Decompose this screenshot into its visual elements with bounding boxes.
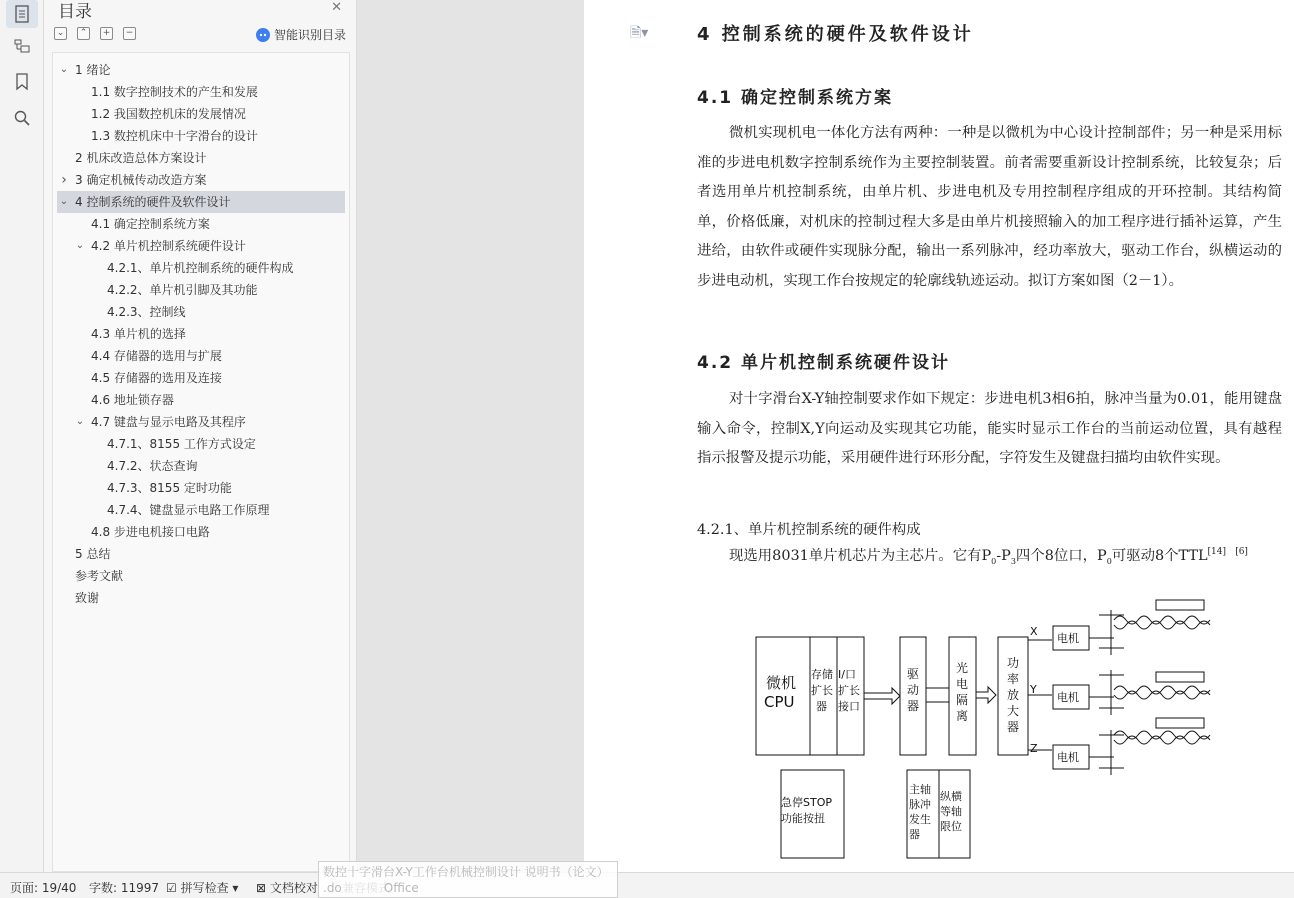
motor-z-label: 电机 bbox=[1057, 751, 1079, 764]
word-count[interactable]: 字数: 11997 bbox=[89, 881, 160, 895]
heading-4-1: 4.1 确定控制系统方案 bbox=[697, 88, 894, 108]
memory-label-3: 器 bbox=[816, 700, 827, 713]
tooltip-filename: 数控十字滑台X-Y工作台机械控制设计 说明书（论文） bbox=[323, 865, 609, 879]
motor-y-label: 电机 bbox=[1057, 691, 1079, 704]
collapse-all-button[interactable]: ⌃ bbox=[77, 27, 90, 40]
amp-label-4: 大 bbox=[1007, 704, 1020, 718]
io-label-3: 接口 bbox=[838, 700, 860, 713]
limit-label-2: 等轴 bbox=[940, 805, 962, 818]
driver-label-1: 驱 bbox=[907, 667, 920, 681]
toc-item-label: 4.2 单片机控制系统硬件设计 bbox=[91, 239, 246, 253]
toc-item-label: 4.7.1、8155 工作方式设定 bbox=[107, 437, 256, 451]
proofread-button[interactable]: ⊠ 文档校对 bbox=[256, 881, 318, 895]
toc-item[interactable] bbox=[57, 543, 345, 565]
smart-toc-button[interactable] bbox=[256, 26, 346, 43]
io-label-2: 扩长 bbox=[838, 684, 860, 697]
toc-item[interactable] bbox=[57, 125, 345, 147]
toc-item[interactable] bbox=[57, 103, 345, 125]
toc-item-label: 4.5 存储器的选用及连接 bbox=[91, 371, 222, 385]
axis-x-label: X bbox=[1030, 625, 1038, 638]
toc-item[interactable] bbox=[57, 477, 345, 499]
chevron-down-icon[interactable]: ⌄ bbox=[59, 64, 69, 75]
bookmark-icon[interactable] bbox=[6, 68, 38, 96]
toc-item-label: 致谢 bbox=[75, 591, 100, 605]
toc-item[interactable] bbox=[57, 191, 345, 213]
toc-item-label: 4.3 单片机的选择 bbox=[91, 327, 186, 341]
toc-item-label: 4.6 地址锁存器 bbox=[91, 393, 174, 407]
toc-item[interactable] bbox=[57, 257, 345, 279]
memory-label-1: 存储 bbox=[811, 668, 833, 681]
chevron-down-icon[interactable]: ⌄ bbox=[75, 416, 85, 427]
add-level-button[interactable]: + bbox=[100, 27, 113, 40]
toc-item-label: 4.7 键盘与显示电路及其程序 bbox=[91, 415, 246, 429]
axis-z-label: Z bbox=[1030, 742, 1038, 755]
driver-label-3: 器 bbox=[907, 699, 920, 713]
heading-chapter-4: 4 控制系统的硬件及软件设计 bbox=[697, 24, 974, 45]
toc-toolbar bbox=[54, 27, 136, 40]
toc-item[interactable] bbox=[57, 235, 345, 257]
toc-item[interactable] bbox=[57, 389, 345, 411]
toc-item[interactable] bbox=[57, 521, 345, 543]
toc-item-label: 1 绪论 bbox=[75, 63, 111, 77]
toc-item[interactable] bbox=[57, 169, 345, 191]
toc-item[interactable] bbox=[57, 279, 345, 301]
toc-list bbox=[52, 52, 350, 872]
toc-item-label: 2 机床改造总体方案设计 bbox=[75, 151, 207, 165]
toc-item-label: 1.1 数字控制技术的产生和发展 bbox=[91, 85, 258, 99]
spell-check-button[interactable]: ☑ 拼写检查 ▾ bbox=[166, 881, 239, 895]
workspace-background bbox=[357, 0, 584, 872]
paragraph-4-1: 微机实现机电一体化方法有两种：一种是以微机为中心设计控制部件；另一种是采用标准的步进电机数字控制系统作为主要控制装置。前者需要重新设计控制系统，比较复杂；后者选用单片机控制系统，由单片机、步进电机及专用控制程序组成的开环控制。其结构简单，价格低廉，对机床的控制过程大多是由单片机接照输入的加工程序进行插补运算，产生进给，由软件或硬件实现脉分配，输出一系列脉冲，经功率放大，驱动工作台，纵横运动的步进电动机，实现工作台按规定的轮廓线轨迹运动。拟订方案如图（2－1）。 bbox=[697, 125, 1282, 289]
toc-item[interactable] bbox=[57, 433, 345, 455]
toc-item[interactable] bbox=[57, 345, 345, 367]
heading-4-2-1: 4.2.1、单片机控制系统的硬件构成 bbox=[697, 522, 921, 538]
opto-label-3: 隔 bbox=[956, 693, 969, 707]
toc-item-label: 4.7.4、键盘显示电路工作原理 bbox=[107, 503, 270, 517]
cpu-label-1: 微机 bbox=[766, 674, 797, 692]
spindle-label-1: 主轴 bbox=[909, 783, 931, 796]
file-tooltip bbox=[318, 861, 618, 898]
toc-item-label: 3 确定机械传动改造方案 bbox=[75, 173, 207, 187]
toc-item[interactable] bbox=[57, 213, 345, 235]
toc-item[interactable] bbox=[57, 367, 345, 389]
proofread-icon: ⊠ bbox=[256, 881, 267, 895]
heading-4-2: 4.2 单片机控制系统硬件设计 bbox=[697, 353, 951, 373]
amp-label-3: 放 bbox=[1007, 688, 1020, 702]
cpu-label-2: CPU bbox=[764, 693, 795, 711]
search-icon[interactable] bbox=[6, 104, 38, 132]
toc-item-label: 4.2.3、控制线 bbox=[107, 305, 186, 319]
toc-item[interactable] bbox=[57, 147, 345, 169]
sidebar-icon-strip bbox=[0, 0, 44, 872]
toc-item-label: 4.4 存储器的选用与扩展 bbox=[91, 349, 222, 363]
chevron-down-icon[interactable]: ⌄ bbox=[75, 240, 85, 251]
page-indicator[interactable]: 页面: 19/40 bbox=[10, 881, 77, 895]
toc-item-label: 4.2.2、单片机引脚及其功能 bbox=[107, 283, 258, 297]
paragraph-4-2-1: 现选用8031单片机芯片为主芯片。它有$P_0-P_3$四个8位口，$P_0$可驱动8个TTL[14] [6] bbox=[729, 547, 1248, 566]
estop-label-2: 功能按扭 bbox=[781, 812, 825, 825]
spindle-label-3: 发生 bbox=[909, 813, 931, 826]
io-label-1: I/口 bbox=[838, 668, 856, 681]
remove-level-button[interactable]: − bbox=[123, 27, 136, 40]
memory-label-2: 扩长 bbox=[811, 684, 833, 697]
navigation-tree-icon[interactable] bbox=[6, 32, 38, 60]
checkbox-icon: ☑ bbox=[166, 881, 177, 895]
toc-item-label: 4.7.2、状态查询 bbox=[107, 459, 198, 473]
toc-item[interactable] bbox=[57, 565, 345, 587]
toc-item[interactable] bbox=[57, 301, 345, 323]
expand-all-button[interactable]: ⌄ bbox=[54, 27, 67, 40]
toc-item-label: 1.2 我国数控机床的发展情况 bbox=[91, 107, 246, 121]
toc-item[interactable] bbox=[57, 499, 345, 521]
spindle-label-4: 器 bbox=[909, 828, 920, 841]
toc-panel bbox=[44, 0, 357, 872]
spindle-label-2: 脉冲 bbox=[909, 798, 931, 811]
tooltip-extension: .do Office bbox=[323, 881, 419, 895]
amp-label-1: 功 bbox=[1007, 656, 1020, 670]
estop-label-1: 急停STOP bbox=[781, 796, 832, 809]
toc-item-label: 参考文献 bbox=[75, 569, 124, 583]
chevron-right-icon[interactable]: › bbox=[61, 172, 67, 188]
toc-item[interactable] bbox=[57, 587, 345, 609]
opto-label-4: 离 bbox=[956, 709, 969, 723]
amp-label-2: 率 bbox=[1007, 672, 1020, 686]
toc-item[interactable] bbox=[57, 323, 345, 345]
amp-label-5: 器 bbox=[1007, 720, 1020, 734]
paragraph-4-2: 对十字滑台X-Y轴控制要求作如下规定：步进电机3相6拍，脉冲当量为0.01，能用键盘输入命令，控制X,Y向运动及实现其它功能，能实时显示工作台的当前运动位置，具有越程指示报警及提示功能，采用硬件进行环形分配，字符发生及键盘扫描均由软件实现。 bbox=[697, 391, 1282, 466]
toc-item[interactable] bbox=[57, 81, 345, 103]
driver-label-2: 动 bbox=[907, 683, 920, 697]
document-menu-icon[interactable]: 🗎▾ bbox=[630, 25, 649, 41]
toc-item[interactable] bbox=[57, 411, 345, 433]
toc-item-label: 4.1 确定控制系统方案 bbox=[91, 217, 210, 231]
ai-robot-icon bbox=[256, 28, 270, 42]
document-page bbox=[584, 0, 1294, 872]
toc-item-label: 4 控制系统的硬件及软件设计 bbox=[75, 195, 231, 209]
toc-item[interactable] bbox=[57, 59, 345, 81]
chevron-down-icon[interactable]: ⌄ bbox=[59, 196, 69, 207]
motor-x-label: 电机 bbox=[1057, 632, 1079, 645]
smart-toc-label: 智能识别目录 bbox=[273, 28, 346, 42]
axis-y-label: Y bbox=[1030, 683, 1037, 696]
close-icon[interactable]: ✕ bbox=[331, 0, 342, 15]
toc-item-label: 1.3 数控机床中十字滑台的设计 bbox=[91, 129, 258, 143]
status-bar bbox=[0, 872, 1294, 898]
opto-label-1: 光 bbox=[956, 661, 969, 675]
toc-item-label: 4.8 步进电机接口电路 bbox=[91, 525, 210, 539]
limit-label-1: 纵横 bbox=[940, 790, 962, 803]
toc-item[interactable] bbox=[57, 455, 345, 477]
control-system-diagram bbox=[744, 590, 1244, 870]
opto-label-2: 电 bbox=[956, 677, 969, 691]
toc-item-label: 5 总结 bbox=[75, 547, 111, 561]
toc-item-label: 4.7.3、8155 定时功能 bbox=[107, 481, 232, 495]
toc-title: 目录 bbox=[58, 2, 92, 22]
toc-panel-icon[interactable] bbox=[6, 0, 38, 28]
limit-label-3: 限位 bbox=[940, 820, 962, 833]
toc-item-label: 4.2.1、单片机控制系统的硬件构成 bbox=[107, 261, 294, 275]
